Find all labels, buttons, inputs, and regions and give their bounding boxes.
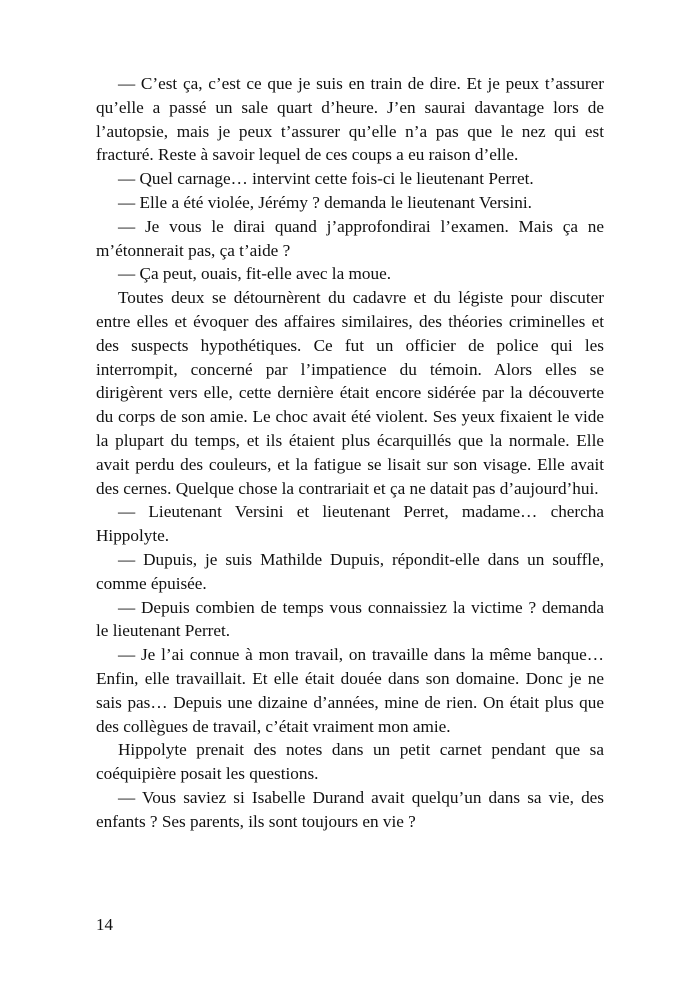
paragraph-dialogue-moue: — Ça peut, ouais, fit-elle avec la moue. <box>118 264 391 284</box>
paragraph-dialogue-jeremy: — Je vous le dirai quand j’approfondirai l’examen. Mais ça ne m’étonnerait pas, ça t’aide ? <box>96 216 604 260</box>
paragraph-dialogue-versini: — Elle a été violée, Jérémy ? demanda le lieutenant Versini. <box>118 192 532 212</box>
paragraph-dialogue-answer: — Je l’ai connue à mon travail, on travaille dans la même banque… Enfin, elle travaillait. Et elle était douée dans son domaine. Donc je ne sais pas… Depuis une dizaine d’années, mine de rien. On était plus que des collègues de travail, c’était vraiment mon amie. <box>96 645 604 736</box>
paragraph-dialogue-question: — Depuis combien de temps vous connaissiez la victime ? demanda le lieutenant Perret. <box>96 597 604 641</box>
paragraph-narration-witness: Toutes deux se détournèrent du cadavre et du légiste pour discuter entre elles et évoquer des affaires similaires, des théories criminelles et des suspects hypothétiques. Ce fut un officier de police qui les interrompit, concerné par l’impatience du témoin. Alors elles se dirigèrent vers elle, cette dernière était encore sidérée par la découverte du corps de son amie. Le choc avait été violent. Ses yeux fixaient le vide la plupart du temps, et ils étaient plus écarquillés que la normale. Elle avait perdu des couleurs, et la fatigue se lisait sur son visage. Elle avait des cernes. Quelque chose la contrariait et ça ne datait pas d’aujourd’hui. <box>96 288 604 498</box>
paragraph-dialogue-mathilde: — Dupuis, je suis Mathilde Dupuis, répondit-elle dans un souffle, comme épuisée. <box>96 549 604 593</box>
paragraph-dialogue-hippolyte: — Lieutenant Versini et lieutenant Perret, madame… chercha Hippolyte. <box>96 502 604 546</box>
page-body <box>96 72 604 834</box>
paragraph-narration-notes: Hippolyte prenait des notes dans un petit carnet pendant que sa coéquipière posait les questions. <box>96 740 604 784</box>
paragraph-dialogue-final-question: — Vous saviez si Isabelle Durand avait quelqu’un dans sa vie, des enfants ? Ses parents, ils sont toujours en vie ? <box>96 787 604 831</box>
page-number: 14 <box>96 915 113 934</box>
paragraph-dialogue-coroner: — C’est ça, c’est ce que je suis en train de dire. Et je peux t’assurer qu’elle a passé un sale quart d’heure. J’en saurai davantage lors de l’autopsie, mais je peux t’assurer qu’elle n’a pas que le nez qui est fracturé. Reste à savoir lequel de ces coups a eu raison d’elle. <box>96 74 604 165</box>
paragraph-dialogue-perret: — Quel carnage… intervint cette fois-ci le lieutenant Perret. <box>118 169 534 189</box>
